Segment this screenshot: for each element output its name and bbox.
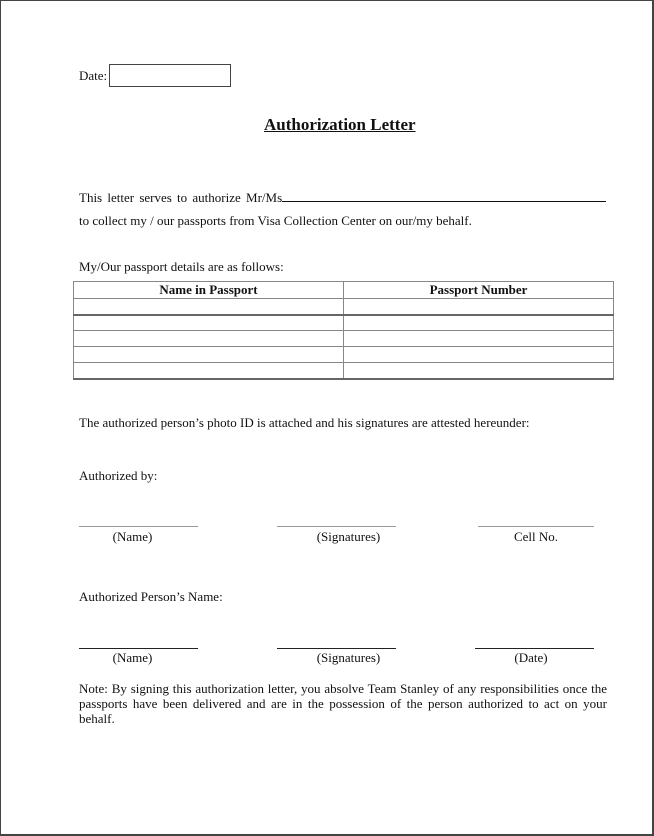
- name-cell[interactable]: [74, 347, 344, 363]
- name-cell[interactable]: [74, 315, 344, 331]
- table-header-row: [74, 282, 614, 299]
- number-cell[interactable]: [344, 363, 614, 379]
- person-name-line[interactable]: [79, 648, 198, 649]
- authorizer-name-line[interactable]: [79, 526, 198, 527]
- authorized-by-label: Authorized by:: [79, 468, 158, 483]
- authorized-name-blank[interactable]: [282, 190, 606, 202]
- date-label: Date:: [79, 68, 108, 83]
- authorizer-name-caption: (Name): [112, 529, 153, 544]
- intro-line-2: to collect my / our passports from Visa Collection Center on our/my behalf.: [79, 213, 472, 228]
- date-field[interactable]: [109, 64, 231, 87]
- intro-text: This letter serves to authorize Mr/Ms: [79, 190, 283, 205]
- authorizer-cell-line[interactable]: [478, 526, 594, 527]
- person-name-caption: (Name): [112, 650, 153, 665]
- number-cell[interactable]: [344, 315, 614, 331]
- table-row: [74, 363, 614, 379]
- intro-line-1: [79, 190, 606, 206]
- passport-table: [73, 281, 614, 380]
- table-row: [74, 347, 614, 363]
- authorizer-signature-caption: (Signatures): [316, 529, 381, 544]
- column-header-number: Passport Number: [344, 282, 614, 299]
- attestation-text: The authorized person’s photo ID is attached and his signatures are attested hereunder:: [79, 415, 530, 430]
- table-row: [74, 315, 614, 331]
- name-cell[interactable]: [74, 299, 344, 315]
- person-signature-caption: (Signatures): [316, 650, 381, 665]
- person-date-line[interactable]: [475, 648, 594, 649]
- authorizer-signature-line[interactable]: [277, 526, 396, 527]
- number-cell[interactable]: [344, 331, 614, 347]
- number-cell[interactable]: [344, 347, 614, 363]
- table-row: [74, 331, 614, 347]
- passport-details-label: My/Our passport details are as follows:: [79, 259, 284, 274]
- table-row: [74, 299, 614, 315]
- name-cell[interactable]: [74, 363, 344, 379]
- document-title: Authorization Letter: [264, 115, 416, 134]
- person-signature-line[interactable]: [277, 648, 396, 649]
- authorizer-cell-caption: Cell No.: [513, 529, 559, 544]
- person-date-caption: (Date): [514, 650, 548, 665]
- column-header-name: Name in Passport: [74, 282, 344, 299]
- name-cell[interactable]: [74, 331, 344, 347]
- note-text: Note: By signing this authorization letter, you absolve Team Stanley of any responsibilities once the passports have been delivered and are in the possession of the person authorized to act on your behalf.: [79, 681, 607, 726]
- number-cell[interactable]: [344, 299, 614, 315]
- authorized-person-label: Authorized Person’s Name:: [79, 589, 223, 604]
